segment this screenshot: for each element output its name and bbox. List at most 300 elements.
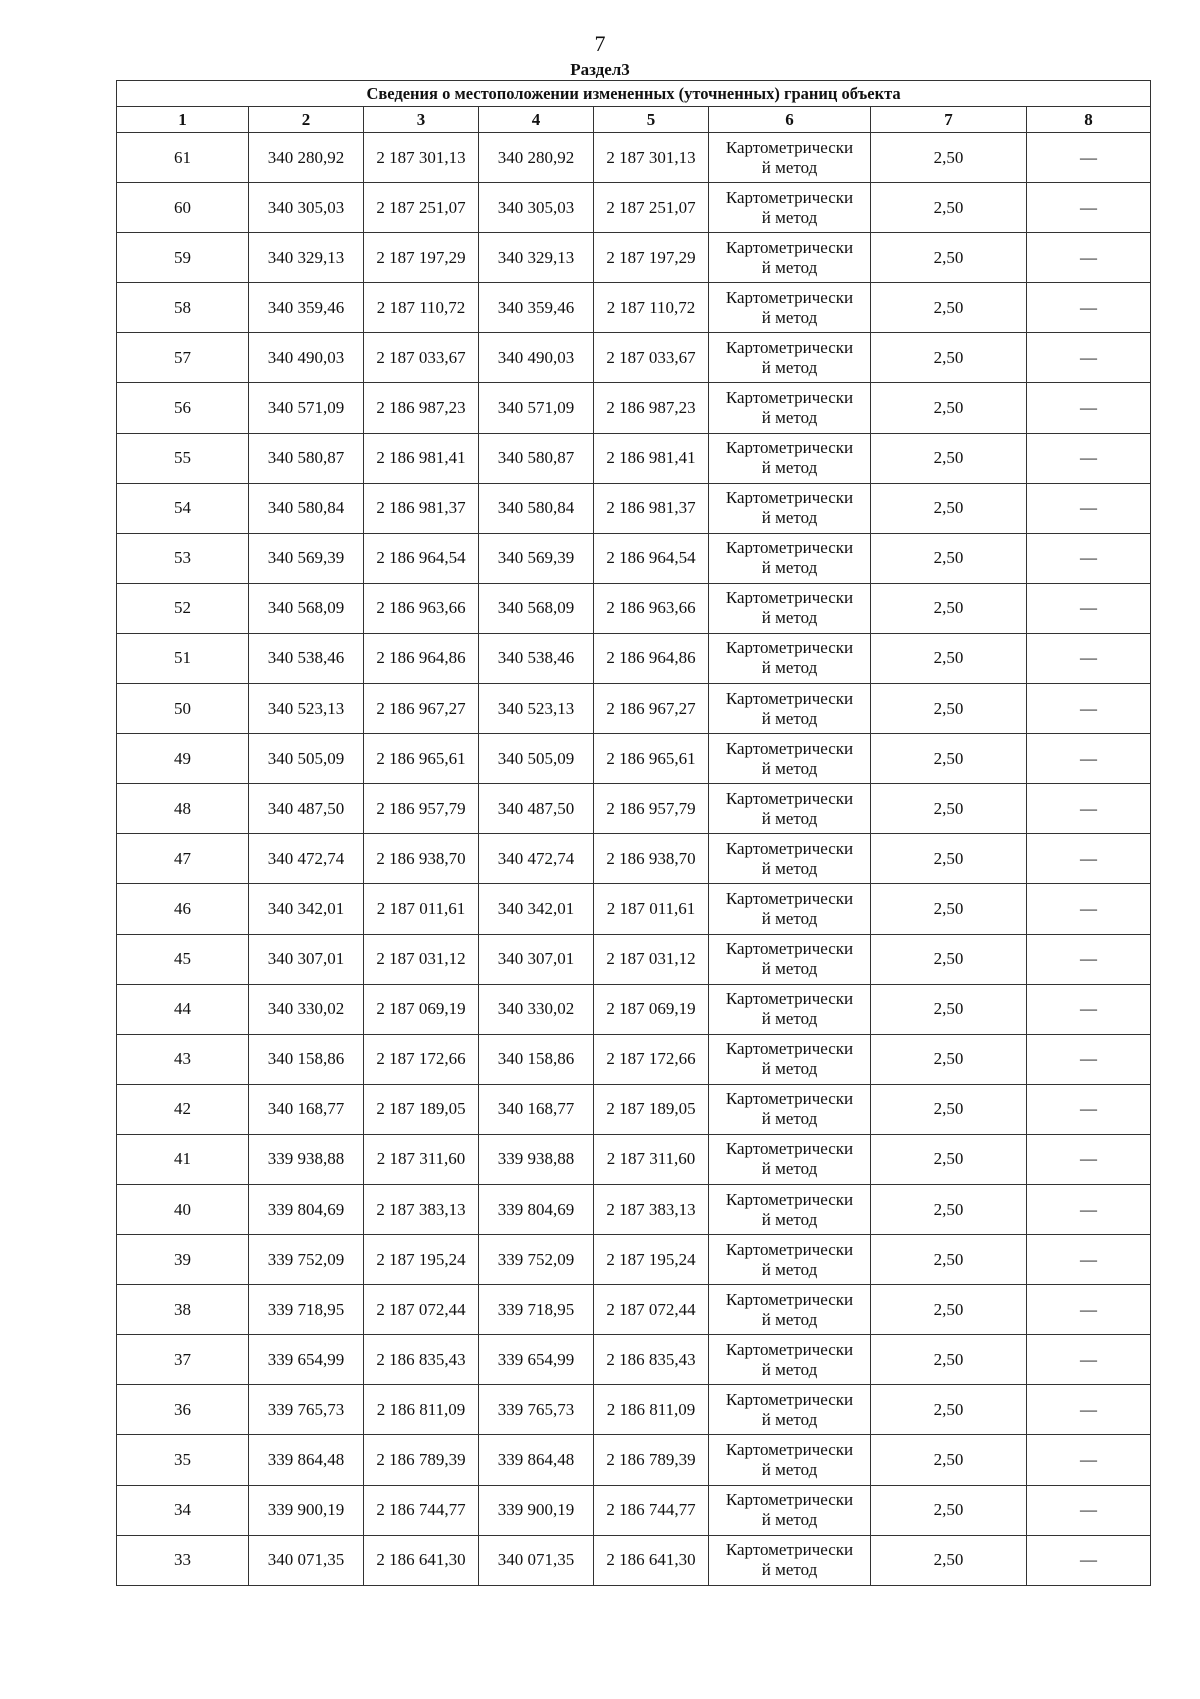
coordinate-cell: 2 187 069,19 [364,984,479,1034]
coordinate-cell: 340 571,09 [249,383,364,433]
coordinate-cell: 2 187 189,05 [364,1084,479,1134]
table-row [117,1184,1151,1234]
column-header-row [117,107,1151,133]
table-row [117,483,1151,533]
coordinate-cell: 2 186 964,54 [364,533,479,583]
coordinate-cell: 340 071,35 [479,1535,594,1585]
accuracy-cell: 2,50 [871,333,1027,383]
coordinate-cell: 2 186 811,09 [364,1385,479,1435]
coordinate-cell: 340 487,50 [249,784,364,834]
method-text-line2: й метод [761,808,818,828]
description-cell: — [1027,383,1151,433]
coordinate-cell: 2 186 981,41 [364,433,479,483]
column-header: 6 [709,107,871,133]
coordinate-cell: 340 538,46 [479,633,594,683]
accuracy-cell: 2,50 [871,1485,1027,1535]
point-number-cell: 43 [117,1034,249,1084]
description-cell: — [1027,934,1151,984]
method-cell [709,884,871,934]
method-text-line1: Картометрически [725,488,854,508]
coordinate-cell: 340 342,01 [479,884,594,934]
coordinate-cell: 2 187 031,12 [594,934,709,984]
coordinate-cell: 2 187 301,13 [594,133,709,183]
table-row [117,533,1151,583]
coordinate-cell: 340 071,35 [249,1535,364,1585]
point-number-cell: 35 [117,1435,249,1485]
coordinate-cell: 340 490,03 [479,333,594,383]
accuracy-cell: 2,50 [871,1134,1027,1184]
table-row [117,884,1151,934]
point-number-cell: 45 [117,934,249,984]
point-number-cell: 54 [117,483,249,533]
point-number-cell: 51 [117,633,249,683]
table-title: Сведения о местоположении измененных (уточненных) границ объекта [117,81,1151,107]
coordinate-cell: 340 359,46 [249,283,364,333]
coordinate-cell: 340 571,09 [479,383,594,433]
point-number-cell: 52 [117,583,249,633]
description-cell: — [1027,884,1151,934]
accuracy-cell: 2,50 [871,884,1027,934]
coordinate-cell: 2 186 744,77 [364,1485,479,1535]
description-cell: — [1027,433,1151,483]
method-text-line1: Картометрически [725,838,854,858]
coordinate-cell: 2 186 965,61 [364,734,479,784]
accuracy-cell: 2,50 [871,1435,1027,1485]
coordinate-cell: 339 718,95 [479,1285,594,1335]
coordinate-cell: 2 186 938,70 [364,834,479,884]
method-cell [709,1435,871,1485]
method-text-line2: й метод [761,1560,818,1580]
method-text-line2: й метод [761,458,818,478]
coordinate-cell: 2 186 981,37 [594,483,709,533]
coordinate-cell: 2 186 964,86 [594,633,709,683]
table-row [117,784,1151,834]
coordinate-cell: 339 765,73 [479,1385,594,1435]
method-text-line1: Картометрически [725,989,854,1009]
coordinate-cell: 2 187 172,66 [364,1034,479,1084]
method-text-line1: Картометрически [725,1540,854,1560]
coordinate-cell: 339 654,99 [249,1335,364,1385]
description-cell: — [1027,1285,1151,1335]
description-cell: — [1027,233,1151,283]
description-cell: — [1027,1034,1151,1084]
coordinate-cell: 340 568,09 [479,583,594,633]
table-row [117,934,1151,984]
description-cell: — [1027,1235,1151,1285]
coordinate-cell: 2 186 964,86 [364,633,479,683]
point-number-cell: 47 [117,834,249,884]
accuracy-cell: 2,50 [871,834,1027,884]
coordinate-cell: 339 864,48 [249,1435,364,1485]
description-cell: — [1027,533,1151,583]
accuracy-cell: 2,50 [871,233,1027,283]
coordinate-cell: 340 359,46 [479,283,594,333]
table-row [117,1335,1151,1385]
method-cell [709,984,871,1034]
description-cell: — [1027,1335,1151,1385]
coordinate-cell: 340 569,39 [249,533,364,583]
coordinate-cell: 340 505,09 [249,734,364,784]
point-number-cell: 44 [117,984,249,1034]
coordinate-cell: 339 900,19 [249,1485,364,1535]
method-cell [709,633,871,683]
coordinate-cell: 2 186 957,79 [364,784,479,834]
description-cell: — [1027,1435,1151,1485]
coordinate-cell: 2 186 938,70 [594,834,709,884]
coordinate-cell: 339 752,09 [249,1235,364,1285]
coordinate-cell: 2 187 072,44 [594,1285,709,1335]
point-number-cell: 37 [117,1335,249,1385]
coordinate-cell: 2 187 072,44 [364,1285,479,1335]
coordinate-cell: 340 580,84 [249,483,364,533]
coordinate-cell: 340 307,01 [479,934,594,984]
coordinate-cell: 339 900,19 [479,1485,594,1535]
method-text-line1: Картометрически [725,738,854,758]
coordinate-cell: 340 158,86 [479,1034,594,1084]
method-text-line1: Картометрически [725,939,854,959]
method-text-line2: й метод [761,858,818,878]
coordinate-cell: 339 765,73 [249,1385,364,1435]
method-text-line2: й метод [761,708,818,728]
table-row [117,1485,1151,1535]
accuracy-cell: 2,50 [871,1235,1027,1285]
accuracy-cell: 2,50 [871,1285,1027,1335]
coordinate-cell: 339 938,88 [479,1134,594,1184]
coordinate-cell: 2 186 963,66 [594,583,709,633]
table-row [117,383,1151,433]
coordinate-cell: 340 158,86 [249,1034,364,1084]
accuracy-cell: 2,50 [871,1184,1027,1234]
method-cell [709,734,871,784]
method-text-line1: Картометрически [725,1490,854,1510]
method-text-line1: Картометрически [725,1289,854,1309]
method-cell [709,333,871,383]
method-text-line2: й метод [761,157,818,177]
method-cell [709,483,871,533]
method-text-line2: й метод [761,1409,818,1429]
description-cell: — [1027,784,1151,834]
method-text-line1: Картометрически [725,1139,854,1159]
method-text-line2: й метод [761,408,818,428]
accuracy-cell: 2,50 [871,934,1027,984]
table-row [117,1034,1151,1084]
coordinate-cell: 2 187 383,13 [364,1184,479,1234]
description-cell: — [1027,333,1151,383]
description-cell: — [1027,834,1151,884]
coordinate-cell: 340 330,02 [249,984,364,1034]
method-text-line1: Картометрически [725,1039,854,1059]
table-row [117,734,1151,784]
method-cell [709,1485,871,1535]
method-text-line2: й метод [761,1259,818,1279]
description-cell: — [1027,1184,1151,1234]
coordinate-cell: 2 187 311,60 [594,1134,709,1184]
method-text-line1: Картометрически [725,187,854,207]
method-cell [709,934,871,984]
method-text-line2: й метод [761,1510,818,1530]
method-cell [709,1285,871,1335]
method-text-line2: й метод [761,908,818,928]
coordinate-cell: 2 187 011,61 [594,884,709,934]
column-header: 4 [479,107,594,133]
coordinate-cell: 340 568,09 [249,583,364,633]
description-cell: — [1027,1535,1151,1585]
point-number-cell: 41 [117,1134,249,1184]
coordinate-cell: 340 329,13 [479,233,594,283]
coordinate-cell: 2 187 311,60 [364,1134,479,1184]
coordinate-cell: 2 186 963,66 [364,583,479,633]
coordinate-cell: 2 186 967,27 [364,684,479,734]
point-number-cell: 59 [117,233,249,283]
coordinate-cell: 340 523,13 [249,684,364,734]
method-text-line2: й метод [761,1359,818,1379]
coordinate-cell: 2 186 789,39 [364,1435,479,1485]
coordinate-cell: 2 187 301,13 [364,133,479,183]
method-cell [709,283,871,333]
description-cell: — [1027,133,1151,183]
method-text-line2: й метод [761,959,818,979]
method-text-line2: й метод [761,257,818,277]
table-title-row [117,81,1151,107]
point-number-cell: 40 [117,1184,249,1234]
coordinate-cell: 340 329,13 [249,233,364,283]
table-row [117,633,1151,683]
coordinate-cell: 2 187 195,24 [364,1235,479,1285]
accuracy-cell: 2,50 [871,383,1027,433]
coordinate-cell: 340 580,87 [249,433,364,483]
method-cell [709,784,871,834]
point-number-cell: 50 [117,684,249,734]
table-row [117,433,1151,483]
coordinate-cell: 340 472,74 [249,834,364,884]
coordinate-cell: 2 187 251,07 [594,183,709,233]
coordinate-cell: 2 186 811,09 [594,1385,709,1435]
method-text-line2: й метод [761,1309,818,1329]
section-label: Раздел3 [570,60,630,79]
method-text-line2: й метод [761,1209,818,1229]
coordinate-cell: 2 186 835,43 [364,1335,479,1385]
coordinate-cell: 2 187 110,72 [594,283,709,333]
coordinate-cell: 2 186 965,61 [594,734,709,784]
table-row [117,333,1151,383]
method-text-line1: Картометрически [725,538,854,558]
method-text-line2: й метод [761,1159,818,1179]
method-text-line1: Картометрически [725,438,854,458]
coordinate-cell: 340 505,09 [479,734,594,784]
method-cell [709,533,871,583]
column-header: 5 [594,107,709,133]
coordinates-table [116,80,1151,1586]
point-number-cell: 42 [117,1084,249,1134]
description-cell: — [1027,1485,1151,1535]
coordinate-cell: 2 186 744,77 [594,1485,709,1535]
accuracy-cell: 2,50 [871,1385,1027,1435]
table-row [117,1134,1151,1184]
accuracy-cell: 2,50 [871,1084,1027,1134]
coordinate-cell: 340 569,39 [479,533,594,583]
table-row [117,1235,1151,1285]
description-cell: — [1027,684,1151,734]
accuracy-cell: 2,50 [871,433,1027,483]
method-text-line2: й метод [761,307,818,327]
point-number-cell: 61 [117,133,249,183]
table-row [117,1385,1151,1435]
point-number-cell: 46 [117,884,249,934]
coordinate-cell: 339 938,88 [249,1134,364,1184]
coordinate-cell: 340 487,50 [479,784,594,834]
method-text-line2: й метод [761,608,818,628]
description-cell: — [1027,633,1151,683]
coordinate-cell: 2 186 981,41 [594,433,709,483]
coordinate-cell: 2 187 069,19 [594,984,709,1034]
method-cell [709,233,871,283]
coordinate-cell: 340 307,01 [249,934,364,984]
method-text-line2: й метод [761,658,818,678]
method-text-line1: Картометрически [725,237,854,257]
method-cell [709,1535,871,1585]
accuracy-cell: 2,50 [871,183,1027,233]
point-number-cell: 36 [117,1385,249,1435]
coordinate-cell: 340 490,03 [249,333,364,383]
coordinate-cell: 340 342,01 [249,884,364,934]
method-cell [709,1335,871,1385]
method-text-line1: Картометрически [725,588,854,608]
table-row [117,1084,1151,1134]
method-cell [709,1385,871,1435]
description-cell: — [1027,1084,1151,1134]
coordinate-cell: 340 280,92 [479,133,594,183]
coordinate-cell: 2 187 033,67 [594,333,709,383]
coordinate-cell: 340 330,02 [479,984,594,1034]
point-number-cell: 38 [117,1285,249,1335]
table-row [117,834,1151,884]
method-text-line1: Картометрически [725,688,854,708]
method-cell [709,433,871,483]
accuracy-cell: 2,50 [871,483,1027,533]
method-text-line1: Картометрически [725,788,854,808]
point-number-cell: 56 [117,383,249,433]
coordinate-cell: 2 186 641,30 [364,1535,479,1585]
coordinate-cell: 339 654,99 [479,1335,594,1385]
method-text-line2: й метод [761,357,818,377]
method-text-line2: й метод [761,1009,818,1029]
point-number-cell: 57 [117,333,249,383]
coordinate-cell: 2 186 957,79 [594,784,709,834]
table-row [117,1535,1151,1585]
method-text-line1: Картометрически [725,337,854,357]
description-cell: — [1027,1134,1151,1184]
coordinate-cell: 2 186 964,54 [594,533,709,583]
table-body [117,133,1151,1586]
method-text-line1: Картометрически [725,137,854,157]
method-cell [709,133,871,183]
method-text-line1: Картометрически [725,1389,854,1409]
method-cell [709,1235,871,1285]
method-text-line2: й метод [761,1059,818,1079]
coordinate-cell: 339 864,48 [479,1435,594,1485]
accuracy-cell: 2,50 [871,734,1027,784]
accuracy-cell: 2,50 [871,583,1027,633]
point-number-cell: 58 [117,283,249,333]
method-cell [709,583,871,633]
coordinate-cell: 2 187 031,12 [364,934,479,984]
coordinate-cell: 340 168,77 [249,1084,364,1134]
coordinate-cell: 2 186 981,37 [364,483,479,533]
point-number-cell: 53 [117,533,249,583]
coordinate-cell: 2 186 789,39 [594,1435,709,1485]
table-row [117,133,1151,183]
description-cell: — [1027,1385,1151,1435]
coordinate-cell: 2 187 189,05 [594,1084,709,1134]
accuracy-cell: 2,50 [871,1034,1027,1084]
coordinate-cell: 339 752,09 [479,1235,594,1285]
description-cell: — [1027,734,1151,784]
method-text-line1: Картометрически [725,1339,854,1359]
coordinate-cell: 339 804,69 [249,1184,364,1234]
accuracy-cell: 2,50 [871,1335,1027,1385]
table-row [117,1435,1151,1485]
coordinate-cell: 340 538,46 [249,633,364,683]
method-cell [709,1134,871,1184]
coordinate-cell: 339 804,69 [479,1184,594,1234]
accuracy-cell: 2,50 [871,784,1027,834]
method-cell [709,834,871,884]
accuracy-cell: 2,50 [871,133,1027,183]
coordinate-cell: 2 187 033,67 [364,333,479,383]
coordinate-cell: 339 718,95 [249,1285,364,1335]
coordinate-cell: 2 186 967,27 [594,684,709,734]
accuracy-cell: 2,50 [871,533,1027,583]
point-number-cell: 55 [117,433,249,483]
column-header: 3 [364,107,479,133]
point-number-cell: 34 [117,1485,249,1535]
coordinate-cell: 340 580,84 [479,483,594,533]
method-text-line1: Картометрически [725,388,854,408]
coordinate-cell: 2 186 987,23 [594,383,709,433]
description-cell: — [1027,183,1151,233]
coordinate-cell: 2 187 172,66 [594,1034,709,1084]
accuracy-cell: 2,50 [871,1535,1027,1585]
description-cell: — [1027,984,1151,1034]
column-header: 1 [117,107,249,133]
method-cell [709,1184,871,1234]
table-row [117,183,1151,233]
point-number-cell: 60 [117,183,249,233]
coordinate-cell: 2 187 251,07 [364,183,479,233]
method-text-line2: й метод [761,207,818,227]
coordinate-cell: 2 187 383,13 [594,1184,709,1234]
coordinate-cell: 2 187 197,29 [594,233,709,283]
method-text-line1: Картометрически [725,1089,854,1109]
coordinate-cell: 340 280,92 [249,133,364,183]
table-row [117,1285,1151,1335]
point-number-cell: 49 [117,734,249,784]
point-number-cell: 39 [117,1235,249,1285]
coordinate-cell: 340 523,13 [479,684,594,734]
coordinate-cell: 2 187 011,61 [364,884,479,934]
method-text-line1: Картометрически [725,638,854,658]
method-text-line2: й метод [761,558,818,578]
table-row [117,984,1151,1034]
point-number-cell: 48 [117,784,249,834]
method-text-line2: й метод [761,758,818,778]
coordinate-cell: 2 187 197,29 [364,233,479,283]
accuracy-cell: 2,50 [871,283,1027,333]
point-number-cell: 33 [117,1535,249,1585]
accuracy-cell: 2,50 [871,633,1027,683]
method-text-line1: Картометрически [725,1189,854,1209]
description-cell: — [1027,483,1151,533]
